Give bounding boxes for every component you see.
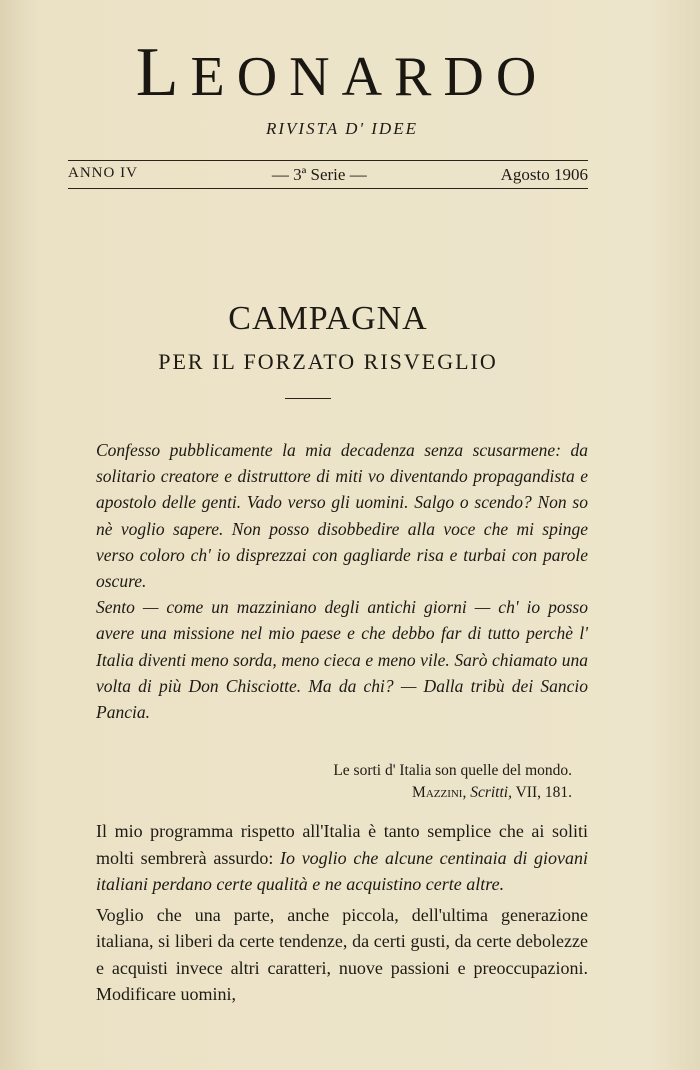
quote-text: Le sorti d' Italia son quelle del mondo. <box>333 762 572 779</box>
header-rule-top <box>68 160 588 161</box>
article-subtitle: PER IL FORZATO RISVEGLIO <box>158 349 498 374</box>
body-paragraph-1-lead: Il mio programma rispetto all'Italia è tanto semplice che ai soliti molti sembrerà assurdo: <box>96 821 588 868</box>
epigraph-paragraph-1: Confesso pubblicamente la mia decadenza senza scusarmene: da solitario creatore e distruttore di miti vo diventando propagandista e apostolo delle genti. Vado verso gli uomini. Salgo o scendo? Non so nè voglio sapere. Non posso disobbedire alla voce che mi spinge verso coloro ch' io disprezzai con gagliarde risa e turbai con parole oscure. <box>96 440 588 592</box>
mazzini-quote <box>200 760 572 804</box>
masthead-initial: L <box>135 34 191 111</box>
issue-series: — 3ª Serie — <box>271 165 367 184</box>
masthead <box>96 34 588 111</box>
article-title: CAMPAGNA <box>228 300 428 337</box>
body-paragraph-1 <box>96 818 588 898</box>
article-body <box>96 818 588 1012</box>
epigraph <box>96 437 588 725</box>
issue-line <box>68 165 588 185</box>
quote-citation <box>200 782 572 804</box>
issue-year: ANNO IV <box>68 165 138 181</box>
quote-work: Scritti, <box>470 784 512 801</box>
body-paragraph-2: Voglio che una parte, anche piccola, dell'ultima generazione italiana, si liberi da certe tendenze, da certi gusti, da certe debolezze e acquisti invece altri caratteri, nuove passioni e preoccupazioni. Modificare uomini, <box>96 904 588 1004</box>
title-divider <box>285 398 331 399</box>
quote-author: Mazzini, <box>412 784 467 801</box>
body-paragraph-1-italic: Io voglio che alcune centinaia di giovani italiani perdano certe qualità e ne acquistino certe altre. <box>96 847 589 894</box>
issue-date: Agosto 1906 <box>500 165 588 184</box>
header-rule-bottom <box>68 188 588 189</box>
epigraph-paragraph-2: Sento — come un mazziniano degli antichi giorni — ch' io posso avere una missione nel mio paese e che debbo far di tutto perchè l' Italia diventi meno sorda, meno cieca e meno vile. Sarò chiamato una volta di più Don Chisciotte. Ma da chi? — Dalla tribù dei Sancio Pancia. <box>96 597 588 723</box>
journal-subtitle: RIVISTA D' IDEE <box>266 119 418 138</box>
quote-ref: VII, 181. <box>515 784 572 801</box>
masthead-rest: EONARDO <box>190 46 549 108</box>
